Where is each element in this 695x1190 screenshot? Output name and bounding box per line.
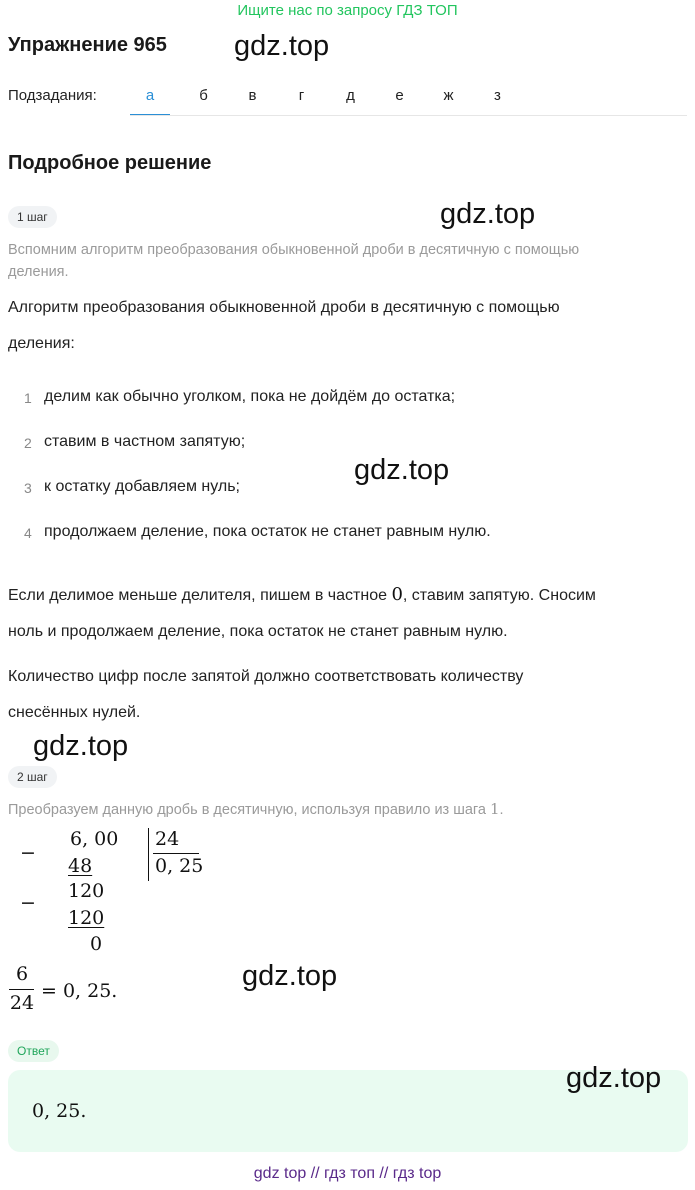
step-1-paragraph [8,659,688,731]
minus-sign: − [20,842,36,864]
list-item: к остатку добавляем нуль; [44,478,240,495]
list-number: 1 [24,390,32,406]
remainder-1: 120 [68,880,105,902]
tabs-divider [130,115,687,116]
list-number: 2 [24,435,32,451]
list-number: 4 [24,525,32,541]
remainder-final: 0 [90,933,103,955]
watermark: gdz.top [242,960,338,992]
divisor: 24 [155,828,180,850]
fraction-denominator: 24 [9,992,35,1014]
answer-pill: Ответ [8,1040,59,1062]
quotient: 0, 25 [155,855,204,877]
text-line: Алгоритм преобразования обыкновенной дроби в десятичную с помощью [8,299,560,316]
text-line: ноль и продолжаем деление, пока остаток не станет равным нулю. [8,623,508,640]
step-1-pill: 1 шаг [8,206,57,228]
fraction-numerator: 6 [15,963,29,985]
dividend: 6, 00 [70,828,119,850]
watermark: gdz.top [354,454,450,486]
tab-z[interactable]: з [494,87,501,104]
solution-heading: Подробное решение [8,152,212,174]
step-1-paragraph [8,577,693,650]
tab-v[interactable]: в [248,87,257,104]
text-line: Количество цифр после запятой должно соответствовать количеству [8,668,524,685]
fraction-bar [9,989,34,990]
text-run: Преобразуем данную дробь в десятичную, используя правило из шага [8,802,490,818]
subtrahend-2: 120 [68,907,105,929]
math-zero: 0 [391,584,403,605]
answer-value: 0, 25. [32,1100,87,1122]
watermark: gdz.top [33,730,129,762]
text-line [8,577,693,614]
page-title: Упражнение 965 [8,34,167,56]
step-1-hint [8,239,688,283]
fraction-result: = 0, 25. [41,980,118,1002]
text-run: . [499,802,504,818]
watermark: gdz.top [566,1062,662,1094]
subtask-tabs [130,78,522,116]
text-run: Если делимое меньше делителя, пишем в частное [8,587,392,604]
math-number: 1 [489,800,500,818]
text-line: деления: [8,335,75,352]
minus-sign: − [20,892,36,914]
watermark: gdz.top [234,30,330,62]
tab-e[interactable]: е [395,87,404,104]
tab-zh[interactable]: ж [443,87,454,104]
hint-line: Вспомним алгоритм преобразования обыкновенной дроби в десятичную с помощью [8,242,580,258]
subtasks-label: Подзадания: [8,87,97,104]
list-item: ставим в частном запятую; [44,433,246,450]
hint-line: деления. [8,264,69,280]
text-line: снесённых нулей. [8,704,141,721]
text-run: , ставим запятую. Сносим [402,587,596,604]
tab-g[interactable]: г [298,87,305,104]
divisor-underline [153,853,199,854]
tab-b[interactable]: б [199,87,208,104]
list-item: продолжаем деление, пока остаток не станет равным нулю. [44,523,491,540]
footer-links[interactable]: gdz top // гдз топ // гдз top [253,1165,442,1182]
step-1-intro [8,290,688,362]
tab-d[interactable]: д [346,87,355,104]
promo-banner[interactable]: Ищите нас по запросу ГДЗ ТОП [237,2,458,19]
watermark: gdz.top [440,198,536,230]
division-vertical-line [148,828,149,881]
list-item: делим как обычно уголком, пока не дойдём до остатка; [44,388,456,405]
subtrahend-1: 48 [68,855,93,877]
step-2-hint [8,798,688,821]
step-2-pill: 2 шаг [8,766,57,788]
list-number: 3 [24,480,32,496]
tab-a[interactable]: а [130,78,170,116]
